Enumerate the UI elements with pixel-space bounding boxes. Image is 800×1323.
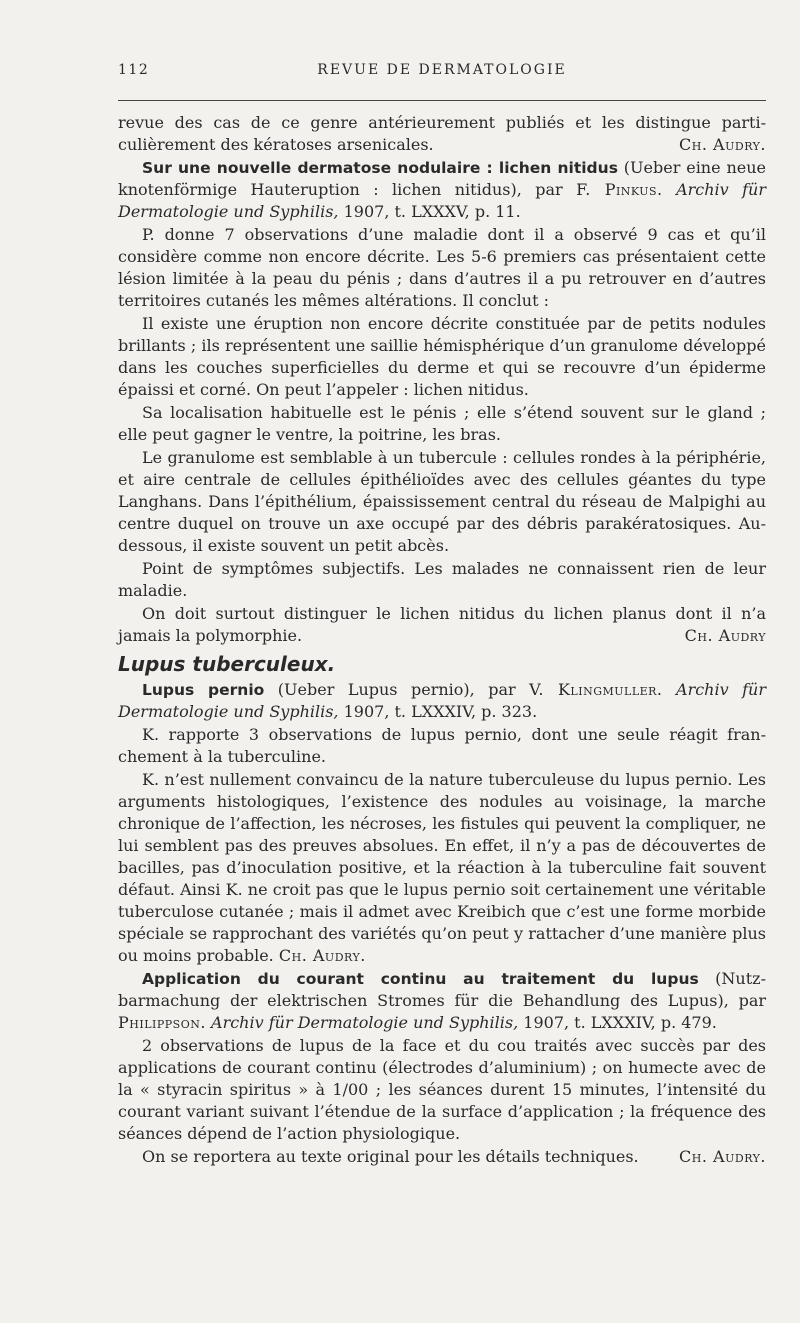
lichen-paragraph: Il existe une éruption non encore décrite constituée par de petits nodules brillants ; ils représentent une saillie hémisphérique d’un granulome développé dans les couches superficielles du derme et qui se recouvre d’un épiderme épaissi et corné. On peut l’appeler : lichen nitidus. — [118, 314, 766, 399]
lichen-paragraph: Sa localisation habituelle est le pénis ; elle s’étend souvent sur le gland ; elle peut gagner le ventre, la poitrine, les bras. — [118, 403, 766, 444]
courant-journal: Archiv für Dermatologie und Syphilis, — [211, 1013, 519, 1032]
lichen-author: F. Pinkus. — [576, 180, 663, 199]
lichen-paragraph: Point de symptômes subjectifs. Les malades ne connaissent rien de leur maladie. — [118, 559, 766, 600]
courant-title: Application du courant continu au traitement du lupus — [142, 970, 699, 988]
pernio-last-paragraph — [118, 769, 766, 967]
pernio-title: Lupus pernio — [142, 681, 265, 699]
running-header — [118, 62, 766, 78]
arsenic-paragraph — [118, 112, 766, 156]
pernio-heading — [118, 679, 766, 723]
pernio-paragraph: K. rapporte 3 observations de lupus pernio, dont une seule réagit franchement à la tuberculine. — [118, 725, 766, 766]
courant-title-rest: (Nutzbarmachung der elektrischen Stromes für die Behandlung des Lupus), par — [118, 969, 766, 1010]
section-title: Lupus tuberculeux. — [118, 652, 336, 676]
arsenic-signature: Ch. Audry. — [679, 135, 766, 154]
lichen-ref: 1907, t. LXXXV, p. 11. — [338, 202, 521, 221]
journal-title: REVUE DE DERMATOLOGIE — [317, 62, 567, 78]
pernio-author: V. Klingmuller. — [529, 680, 663, 699]
courant-ref: 1907, t. LXXXIV, p. 479. — [518, 1013, 717, 1032]
lichen-title: Sur une nouvelle dermatose nodulaire : lichen nitidus — [142, 159, 618, 177]
lichen-journal: Archiv für Dermatologie und Syphilis, — [118, 180, 766, 221]
lichen-last-paragraph — [118, 603, 766, 647]
lichen-paragraph: P. donne 7 observations d’une maladie dont il a observé 9 cas et qu’il considère comme non encore décrite. Les 5-6 premiers cas présentaient cette lésion limitée à la peau du pénis ; dans d’autres il a pu retrouver en d’autres territoires cutanés les mêmes altérations. Il conclut : — [118, 225, 766, 310]
pernio-journal: Archiv für Dermatologie und Syphilis, — [118, 680, 766, 721]
lichen-signature: Ch. Audry — [684, 626, 766, 645]
article-body — [118, 112, 766, 1169]
lichen-paragraph: Le granulome est semblable à un tubercule : cellules rondes à la périphérie, et aire centrale de cellules épithélioïdes avec des cellules géantes du type Langhans. Dans l’épithélium, épaississement central du réseau de Malpighi au centre duquel on trouve un axe occupé par des débris parakératosiques. Au-dessous, il existe souvent un petit abcès. — [118, 448, 766, 555]
courant-signature: Ch. Audry. — [679, 1147, 766, 1166]
pernio-last-text: K. n’est nullement convaincu de la nature tuberculeuse du lupus pernio. Les arguments histologiques, l’existence des nodules au voisinage, la marche chronique de l’affection, les nécroses, les fistules qui peuvent la compliquer, ne lui semblent pas des preuves absolues. En effet, il n’y a pas de découvertes de bacilles, pas d’inoculation positive, et la réaction à la tuberculine fait souvent défaut. Ainsi K. ne croit pas que le lupus pernio soit certainement une véritable tuberculose cutanée ; mais il admet avec Kreibich que c’est une forme morbide spéciale se rapprochant des variétés qu’on peut y rattacher d’une manière plus ou moins probable. — [118, 770, 766, 965]
courant-last-paragraph — [118, 1146, 766, 1168]
pernio-signature: Ch. Audry. — [278, 946, 366, 965]
courant-last-text: On se reportera au texte original pour les détails techniques. — [142, 1147, 639, 1166]
header-rule — [118, 100, 766, 101]
courant-heading — [118, 968, 766, 1034]
page-number: 112 — [118, 62, 150, 78]
lichen-heading — [118, 157, 766, 223]
pernio-ref: 1907, t. LXXXIV, p. 323. — [338, 702, 538, 721]
courant-paragraph: 2 observations de lupus de la face et du cou traités avec succès par des applications de courant continu (électrodes d’aluminium) ; on humecte avec de la « styracin spiritus » à 1/00 ; les séances durent 15 minutes, l’intensité du courant variant suivant l’étendue de la surface d’application ; la fréquence des séances dépend de l’action physiologique. — [118, 1036, 766, 1143]
lichen-title-rest: (Ueber eine neue knotenförmige Hauteruption : lichen nitidus), par — [118, 158, 767, 199]
courant-author: Philippson. — [118, 1013, 206, 1032]
lichen-last-text: On doit surtout distinguer le lichen nitidus du lichen planus dont il n’a jamais la polymorphie. — [118, 604, 766, 645]
pernio-title-rest: (Ueber Lupus pernio), par — [264, 680, 530, 699]
arsenic-text: revue des cas de ce genre antérieurement publiés et les distingue particulièrement des kératoses arsenicales. — [118, 113, 766, 154]
